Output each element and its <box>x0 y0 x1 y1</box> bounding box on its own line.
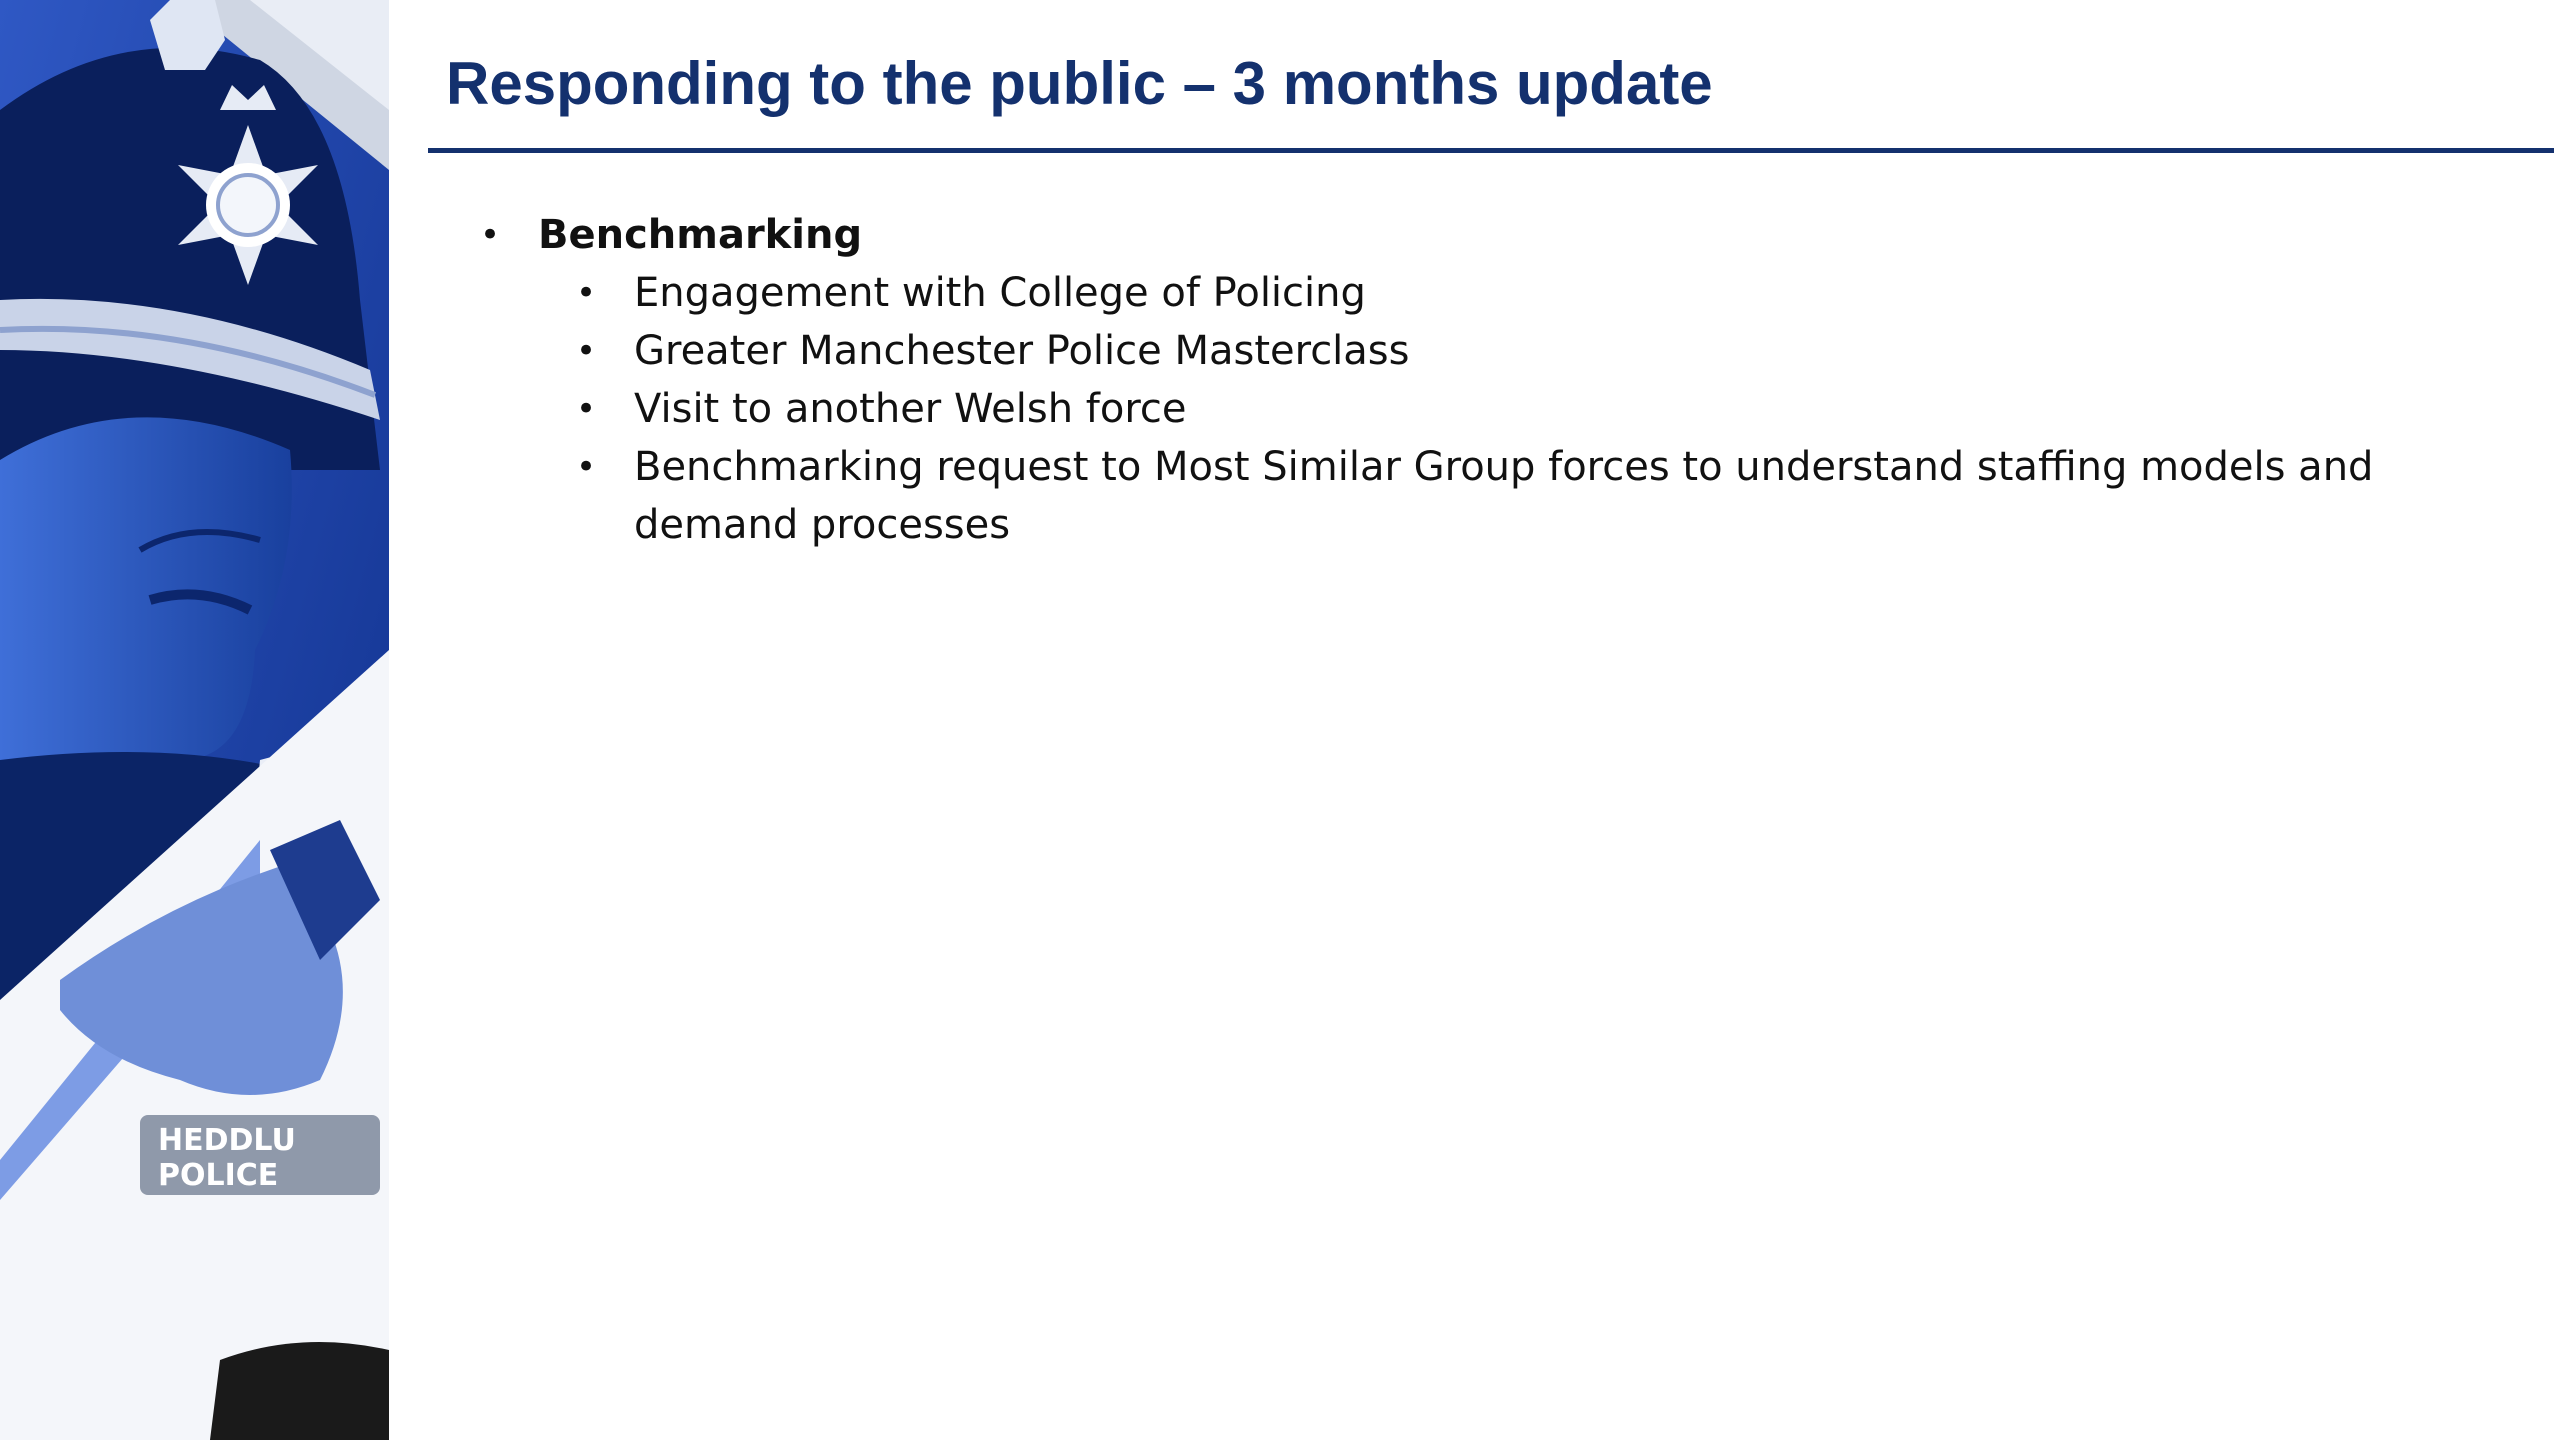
svg-text:HEDDLU: HEDDLU <box>158 1123 296 1158</box>
slide-title: Responding to the public – 3 months update <box>446 50 1713 117</box>
bullet-heading <box>470 206 2530 264</box>
bullet-marker: • <box>576 273 597 313</box>
sub-bullet-item <box>566 322 2530 380</box>
sub-bullet-list <box>470 264 2530 554</box>
bullet-marker: • <box>576 389 597 429</box>
sub-bullet-text: Visit to another Welsh force <box>634 386 1187 432</box>
sub-bullet-text: Engagement with College of Policing <box>634 270 1366 316</box>
sub-bullet-item <box>566 438 2530 554</box>
title-underline <box>428 148 2554 153</box>
police-officer-photo <box>0 0 389 1440</box>
bullet-marker: • <box>576 447 597 487</box>
bullet-heading-text: Benchmarking <box>538 212 863 258</box>
svg-text:POLICE: POLICE <box>158 1158 279 1193</box>
police-officer-illustration <box>0 0 389 1440</box>
sub-bullet-text: Greater Manchester Police Masterclass <box>634 328 1410 374</box>
bullet-marker: • <box>576 331 597 371</box>
sub-bullet-item <box>566 264 2530 322</box>
sub-bullet-text: Benchmarking request to Most Similar Group forces to understand staffing models and demand processes <box>634 444 2374 548</box>
bullet-marker: • <box>480 215 501 255</box>
sub-bullet-item <box>566 380 2530 438</box>
slide-content <box>470 206 2530 554</box>
